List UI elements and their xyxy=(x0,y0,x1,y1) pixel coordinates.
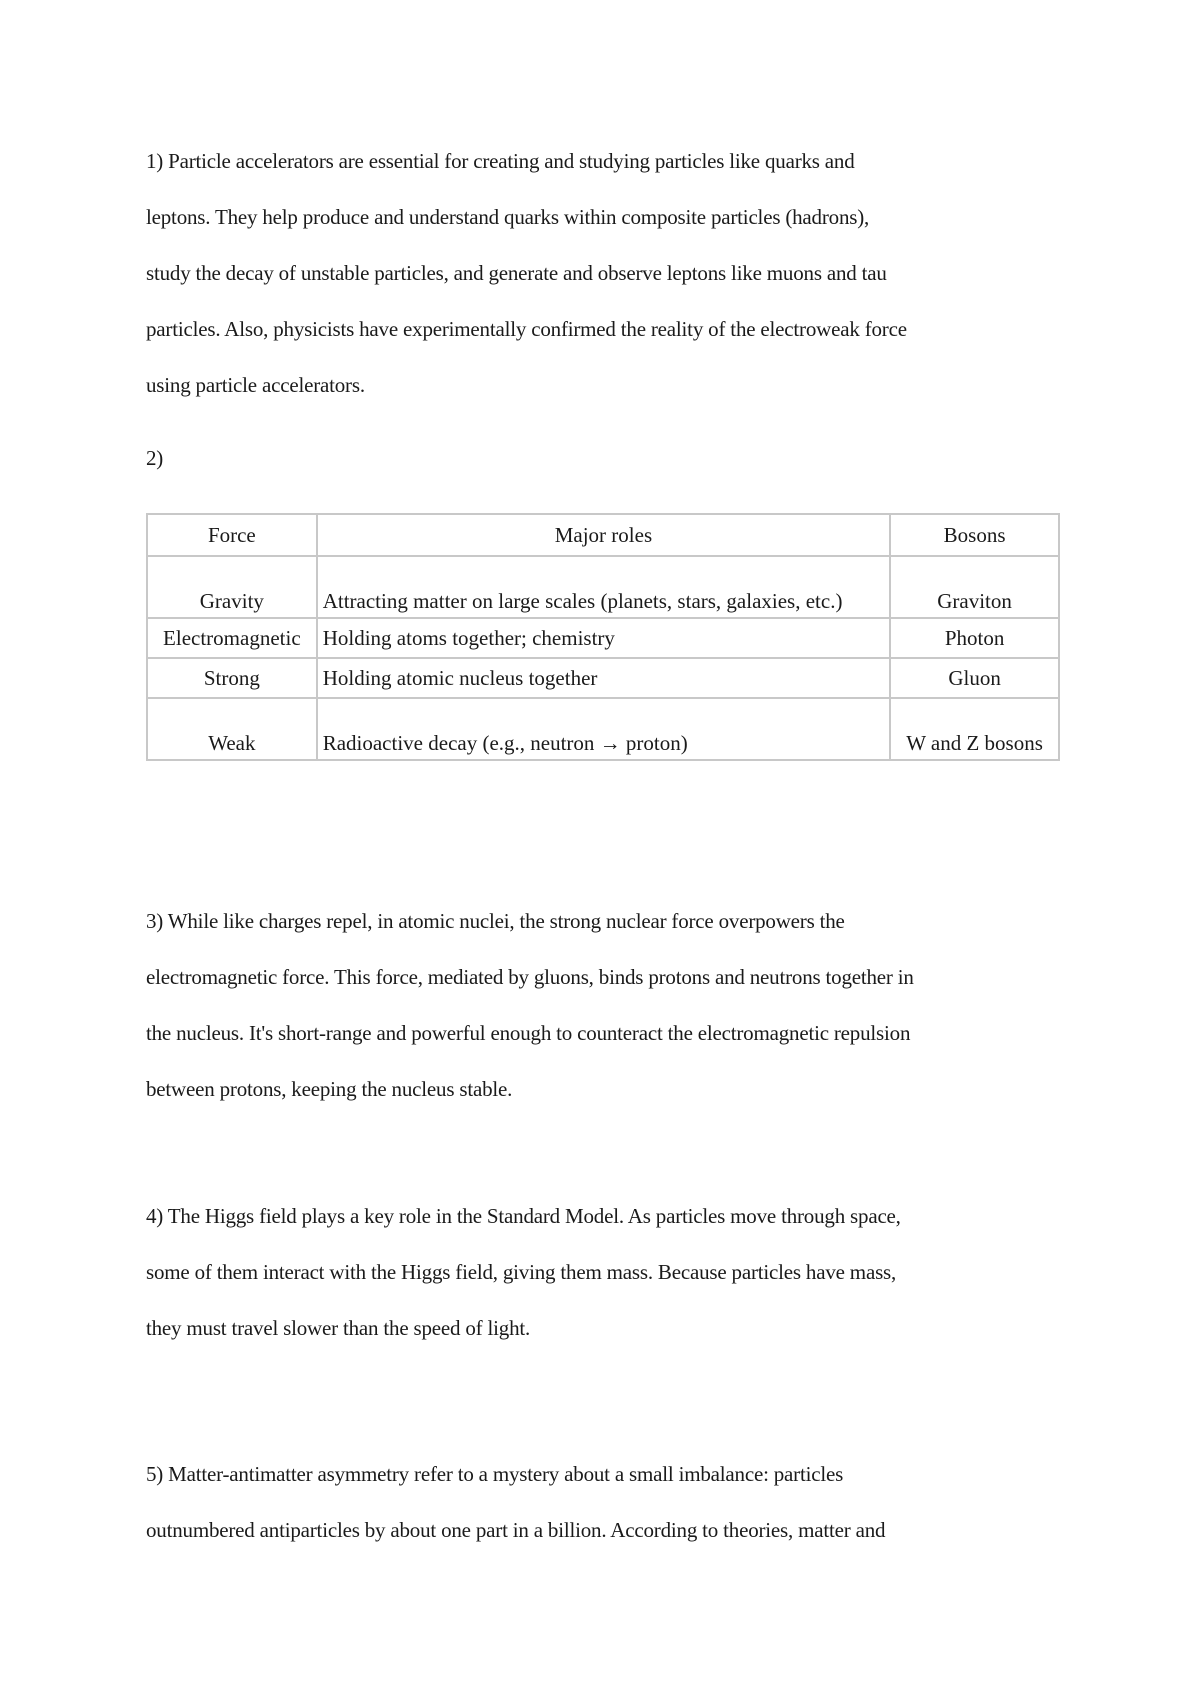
paragraph-line: 3) While like charges repel, in atomic nuclei, the strong nuclear force overpowers the xyxy=(146,909,845,933)
paragraph-line: 5) Matter-antimatter asymmetry refer to a mystery about a small imbalance: particles xyxy=(146,1462,844,1486)
paragraph-line: some of them interact with the Higgs field, giving them mass. Because particles have mass, xyxy=(146,1260,897,1284)
table-row xyxy=(147,698,1059,760)
paragraph-line: study the decay of unstable particles, and generate and observe leptons like muons and tau xyxy=(146,261,887,285)
paragraph-line: leptons. They help produce and understand quarks within composite particles (hadrons), xyxy=(146,205,870,229)
cell-force: Gravity xyxy=(147,556,317,618)
paragraph-line: particles. Also, physicists have experimentally confirmed the reality of the electroweak force xyxy=(146,317,907,341)
paragraph-line: using particle accelerators. xyxy=(146,373,365,397)
paragraph-line: outnumbered antiparticles by about one part in a billion. According to theories, matter and xyxy=(146,1518,886,1542)
paragraph-line: the nucleus. It's short-range and powerful enough to counteract the electromagnetic repulsion xyxy=(146,1021,911,1045)
cell-force: Strong xyxy=(147,658,317,698)
cell-role: Holding atomic nucleus together xyxy=(317,658,890,698)
cell-boson: Photon xyxy=(890,618,1059,658)
paragraph-line: 1) Particle accelerators are essential for creating and studying particles like quarks and xyxy=(146,149,855,173)
cell-force: Electromagnetic xyxy=(147,618,317,658)
paragraph-1 xyxy=(146,133,1076,413)
cell-role: Radioactive decay (e.g., neutron → proton) xyxy=(317,698,890,760)
table-header-row xyxy=(147,514,1059,556)
paragraph-line: they must travel slower than the speed of light. xyxy=(146,1316,531,1340)
header-bosons: Bosons xyxy=(890,514,1059,556)
paragraph-line: electromagnetic force. This force, mediated by gluons, binds protons and neutrons together in xyxy=(146,965,914,989)
paragraph-2 xyxy=(146,430,1076,486)
paragraph-3 xyxy=(146,893,1076,1117)
paragraph-line: 4) The Higgs field plays a key role in the Standard Model. As particles move through space, xyxy=(146,1204,901,1228)
table-row xyxy=(147,658,1059,698)
paragraph-4 xyxy=(146,1188,1076,1356)
header-major-roles: Major roles xyxy=(317,514,890,556)
cell-role: Attracting matter on large scales (planets, stars, galaxies, etc.) xyxy=(317,556,890,618)
table-row xyxy=(147,618,1059,658)
cell-boson: Gluon xyxy=(890,658,1059,698)
table-row xyxy=(147,556,1059,618)
paragraph-line: 2) xyxy=(146,446,164,470)
cell-boson: Graviton xyxy=(890,556,1059,618)
cell-force: Weak xyxy=(147,698,317,760)
forces-table xyxy=(146,513,1060,761)
cell-role: Holding atoms together; chemistry xyxy=(317,618,890,658)
paragraph-line: between protons, keeping the nucleus stable. xyxy=(146,1077,513,1101)
paragraph-5 xyxy=(146,1446,1076,1558)
header-force: Force xyxy=(147,514,317,556)
cell-boson: W and Z bosons xyxy=(890,698,1059,760)
